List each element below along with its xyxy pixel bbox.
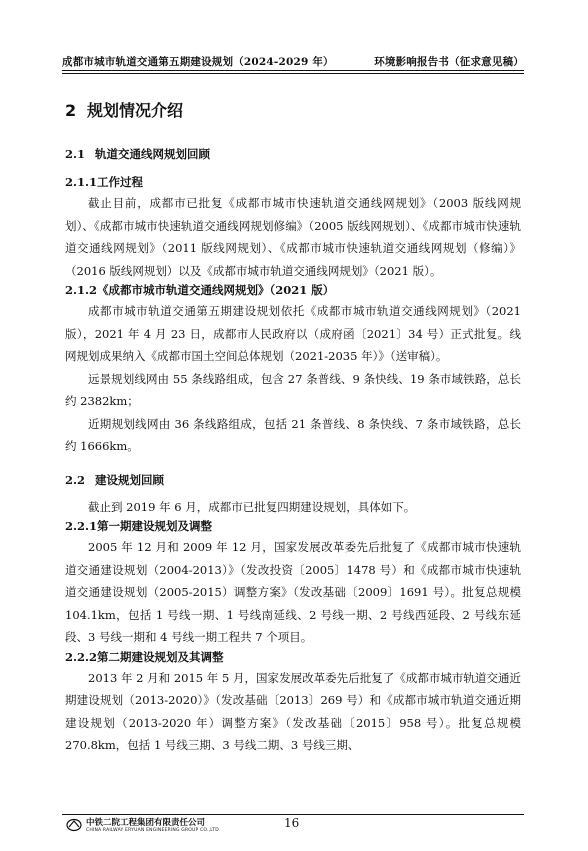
section-heading-2-1-1 [65,174,521,192]
chapter-title: 规划情况介绍 [87,101,184,120]
section-title: 建设规划回顾 [95,472,164,487]
section-title: 第二期建设规划及其调整 [97,649,224,664]
section-title: 工作过程 [97,175,143,189]
section-title: 第一期建设规划及调整 [97,519,212,533]
section-number: 2.2 [65,472,86,487]
section-number: 2.2.2 [65,649,98,664]
paragraph: 远景规划线网由 55 条线路组成，包含 27 条普线、9 条快线、19 条市域铁路，总长约 2382km； [65,371,521,408]
chapter-number: 2 [65,101,77,120]
chapter-heading [65,98,521,122]
section-heading-2-2-2 [65,649,521,667]
page-body [65,96,521,757]
header-document-title: 成都市城市轨道交通第五期建设规划（2024-2029 年） [62,55,334,68]
section-number: 2.1 [65,147,86,161]
section-title: 轨道交通线网规划回顾 [95,147,210,161]
section-title: 《成都市城市轨道交通线网规划》（2021 版） [97,283,335,297]
section-number: 2.1.2 [65,283,98,297]
paragraph: 近期规划线网由 36 条线路组成，包括 21 条普线、8 条快线、7 条市域铁路，总长约 1666km。 [65,416,521,453]
company-logo-icon [66,818,82,832]
paragraph: 2013 年 2 月和 2015 年 5 月，国家发展改革委先后批复了《成都市城市轨道交通近期建设规划（2013-2020）》（发改基础〔2013〕269 号）和《成都市城市轨道交通近期建设规划（2013-2020 年）调整方案》（发改基础〔2015〕958 号）。批复总规模 270.8km，包括 1 号线三期、3 号线二期、3 号线三期、 [65,670,521,752]
paragraph: 截止到 2019 年 6 月，成都市已批复四期建设规划，具体如下。 [88,499,416,514]
section-heading-2-2 [65,472,521,490]
section-number: 2.2.1 [65,519,98,533]
section-heading-2-1-2 [65,282,521,300]
header-divider [62,70,524,71]
section-heading-2-2-1 [65,518,521,536]
footer-divider [62,814,524,815]
footer-company-name: 中铁二院工程集团有限责任公司 [86,818,206,828]
section-number: 2.1.1 [65,175,98,189]
page-header [62,52,524,70]
page-number: 16 [284,816,300,830]
paragraph: 截止目前，成都市已批复《成都市城市快速轨道交通线网规划》（2003 版线网规划）、《成都市城市快速轨道交通线网规划修编》（2005 版线网规划）、《成都市城市快速轨道交通线网规划》（2011 版线网规划）、《成都市城市快速轨道交通线网规划（修编）》（2016 版线网规划）以及《成都市城市轨道交通线网规划》（2021 版）。 [65,196,521,278]
header-divider-thin [62,73,524,74]
paragraph: 成都市城市轨道交通第五期建设规划依托《成都市城市轨道交通线网规划》（2021 版），2021 年 4 月 23 日，成都市人民政府以（成府函〔2021〕34 号）正式批复。线网规划成果纳入《成都市国土空间总体规划（2021-2035 年）》（送审稿）。 [65,304,521,363]
section-heading-2-1 [65,146,521,164]
paragraph: 2005 年 12 月和 2009 年 12 月，国家发展改革委先后批复了《成都市城市快速轨道交通建设规划（2004-2013）》（发改投资〔2005〕1478 号）和《成都市城市快速轨道交通建设规划（2005-2015）调整方案》（发改基础〔2009〕1691 号）。批复总规模 104.1km，包括 1 号线一期、1 号线南延线、2 号线一期、2 号线西延段、2 号线东延段、3 号线一期和 4 号线一期工程共 7 个项目。 [65,540,521,644]
header-report-type: 环境影响报告书（征求意见稿） [374,55,524,68]
footer-company-name-en: CHINA RAILWAY ERYUAN ENGINEERING GROUP CO.,LTD [86,828,219,833]
